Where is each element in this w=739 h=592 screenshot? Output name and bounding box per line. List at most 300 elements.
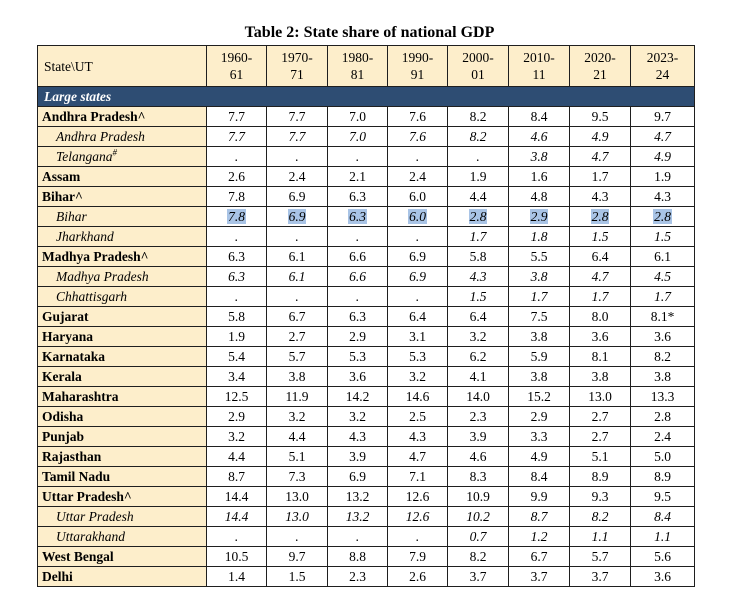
value-text: 9.7 xyxy=(288,548,306,564)
value-text: 6.2 xyxy=(469,348,487,364)
value-text: . xyxy=(355,228,360,244)
value-text: . xyxy=(295,228,299,244)
value-text: 5.7 xyxy=(288,348,306,364)
value-text: 7.0 xyxy=(349,128,366,144)
sub-state-row xyxy=(38,147,695,167)
value-cell xyxy=(631,247,695,267)
value-cell xyxy=(207,367,267,387)
value-text: 3.8 xyxy=(654,368,671,384)
value-text: 1.9 xyxy=(469,168,487,184)
value-text: 14.0 xyxy=(466,388,490,404)
value-cell xyxy=(267,487,328,507)
value-text: 4.6 xyxy=(469,448,487,464)
value-cell xyxy=(509,387,570,407)
state-name xyxy=(38,127,207,147)
value-text: . xyxy=(415,148,420,164)
value-text: 12.5 xyxy=(224,388,249,404)
value-text: . xyxy=(476,148,480,164)
table-body xyxy=(38,87,695,587)
state-row xyxy=(38,327,695,347)
value-text: 2.4 xyxy=(409,168,426,184)
value-cell xyxy=(328,167,388,187)
value-text: 7.6 xyxy=(409,108,426,124)
value-text: 6.1 xyxy=(654,248,671,264)
value-cell xyxy=(267,407,328,427)
value-cell xyxy=(207,487,267,507)
value-cell xyxy=(570,387,631,407)
value-cell xyxy=(570,127,631,147)
state-name xyxy=(38,527,207,547)
value-text: 6.7 xyxy=(288,308,306,324)
value-text: 4.4 xyxy=(228,448,245,464)
value-cell xyxy=(328,267,388,287)
state-name-text: Assam xyxy=(42,168,81,184)
value-cell xyxy=(631,567,695,587)
value-cell xyxy=(328,347,388,367)
value-text: 14.6 xyxy=(405,388,430,404)
value-cell xyxy=(207,167,267,187)
value-text: 8.4 xyxy=(654,508,671,524)
value-text: 1.5 xyxy=(591,228,609,244)
value-text: 8.2 xyxy=(469,548,487,564)
value-cell xyxy=(328,187,388,207)
value-text: 1.7 xyxy=(654,288,671,304)
value-text: 3.8 xyxy=(530,148,548,164)
value-cell xyxy=(207,467,267,487)
value-cell xyxy=(631,367,695,387)
value-cell xyxy=(267,347,328,367)
state-name-text: Delhi xyxy=(42,568,73,584)
value-text: 1.9 xyxy=(228,328,245,344)
value-text: 1.1 xyxy=(654,528,671,544)
value-text: 4.9 xyxy=(654,148,671,164)
value-text: 10.2 xyxy=(466,508,490,524)
value-cell xyxy=(388,127,448,147)
value-text: 1.7 xyxy=(591,168,609,184)
value-cell xyxy=(388,247,448,267)
value-cell xyxy=(267,567,328,587)
value-cell xyxy=(388,367,448,387)
value-text: . xyxy=(295,148,299,164)
value-cell xyxy=(448,447,509,467)
value-text: 5.3 xyxy=(409,348,426,364)
value-text: 12.6 xyxy=(405,488,430,504)
value-cell xyxy=(570,167,631,187)
value-text: 13.2 xyxy=(345,508,370,524)
value-text: 5.4 xyxy=(228,348,245,364)
value-cell xyxy=(631,427,695,447)
value-text: 3.2 xyxy=(409,368,426,384)
value-cell xyxy=(388,307,448,327)
value-text: 5.0 xyxy=(654,448,671,464)
sub-state-row xyxy=(38,207,695,227)
value-cell xyxy=(328,547,388,567)
value-text: 6.9 xyxy=(288,208,306,224)
value-text: 2.6 xyxy=(409,568,426,584)
value-cell xyxy=(267,107,328,127)
state-name xyxy=(38,407,207,427)
value-cell xyxy=(328,307,388,327)
value-cell xyxy=(509,367,570,387)
state-name-text: Telangana xyxy=(56,148,113,164)
value-cell xyxy=(631,467,695,487)
value-text: 7.0 xyxy=(349,108,366,124)
state-name xyxy=(38,167,207,187)
value-cell xyxy=(631,167,695,187)
value-cell xyxy=(570,107,631,127)
value-text: 3.8 xyxy=(530,328,548,344)
value-text: 5.1 xyxy=(591,448,609,464)
value-text: 2.3 xyxy=(469,408,487,424)
state-row xyxy=(38,387,695,407)
value-cell xyxy=(328,567,388,587)
value-text: 13.0 xyxy=(285,508,309,524)
value-cell xyxy=(570,427,631,447)
value-cell xyxy=(448,527,509,547)
value-cell xyxy=(448,307,509,327)
value-text: 6.4 xyxy=(591,248,609,264)
value-text: 7.7 xyxy=(288,128,306,144)
value-cell xyxy=(509,267,570,287)
value-text: 8.2 xyxy=(469,128,487,144)
value-cell xyxy=(328,507,388,527)
value-cell xyxy=(570,207,631,227)
state-name-text: Andhra Pradesh^ xyxy=(42,108,146,124)
value-cell xyxy=(267,167,328,187)
value-cell xyxy=(328,487,388,507)
state-name xyxy=(38,327,207,347)
value-cell xyxy=(631,507,695,527)
value-text: 11.9 xyxy=(285,388,309,404)
value-text: 1.8 xyxy=(530,228,548,244)
state-name-text: Punjab xyxy=(42,428,85,444)
state-row xyxy=(38,547,695,567)
value-text: 2.3 xyxy=(349,568,366,584)
value-cell xyxy=(509,527,570,547)
state-name xyxy=(38,367,207,387)
value-cell xyxy=(570,567,631,587)
value-cell xyxy=(388,107,448,127)
value-text: 1.7 xyxy=(469,228,487,244)
value-text: 8.8 xyxy=(349,548,366,564)
value-cell xyxy=(267,447,328,467)
value-text: 4.7 xyxy=(591,268,609,284)
value-text: 7.7 xyxy=(228,128,245,144)
value-cell xyxy=(509,247,570,267)
value-text: 8.7 xyxy=(530,508,548,524)
value-text: 6.9 xyxy=(409,248,426,264)
value-cell xyxy=(570,467,631,487)
value-cell xyxy=(631,207,695,227)
value-cell xyxy=(388,427,448,447)
value-text: 2.7 xyxy=(288,328,306,344)
state-row xyxy=(38,447,695,467)
value-text: 7.1 xyxy=(409,468,426,484)
value-text: 1.7 xyxy=(591,288,609,304)
value-text: 14.4 xyxy=(224,488,249,504)
value-text: 3.7 xyxy=(591,568,609,584)
value-text: 3.8 xyxy=(530,268,548,284)
value-cell xyxy=(267,267,328,287)
value-text: 4.3 xyxy=(469,268,487,284)
value-text: 3.6 xyxy=(349,368,366,384)
value-cell xyxy=(509,427,570,447)
value-text: 4.3 xyxy=(409,428,426,444)
value-cell xyxy=(267,147,328,167)
value-cell xyxy=(388,407,448,427)
value-text: 9.5 xyxy=(654,488,671,504)
value-text: . xyxy=(355,528,360,544)
value-text: 4.3 xyxy=(654,188,671,204)
sub-state-row xyxy=(38,287,695,307)
value-cell xyxy=(570,327,631,347)
value-text: 4.9 xyxy=(591,128,609,144)
value-cell xyxy=(207,427,267,447)
value-cell xyxy=(448,267,509,287)
value-cell xyxy=(570,487,631,507)
state-name xyxy=(38,467,207,487)
value-text: 6.3 xyxy=(349,188,366,204)
value-text: 2.1 xyxy=(349,168,366,184)
value-cell xyxy=(207,127,267,147)
value-cell xyxy=(570,527,631,547)
value-text: 8.0 xyxy=(591,308,609,324)
state-row xyxy=(38,467,695,487)
value-cell xyxy=(207,187,267,207)
value-cell xyxy=(631,307,695,327)
value-text: 6.3 xyxy=(228,268,245,284)
value-text: 0.7 xyxy=(469,528,487,544)
value-text: 3.9 xyxy=(469,428,487,444)
value-text: 3.9 xyxy=(349,448,366,464)
value-text: 3.2 xyxy=(288,408,306,424)
state-name-text: Jharkhand xyxy=(56,228,114,244)
value-cell xyxy=(267,507,328,527)
state-row xyxy=(38,247,695,267)
state-name xyxy=(38,227,207,247)
state-name-text: Andhra Pradesh xyxy=(56,128,145,144)
value-text: 4.1 xyxy=(469,368,487,384)
value-cell xyxy=(570,547,631,567)
value-cell xyxy=(509,567,570,587)
corner-header: State\UT xyxy=(38,46,207,87)
value-text: 2.8 xyxy=(654,208,671,224)
value-text: 5.8 xyxy=(469,248,487,264)
value-text: 3.1 xyxy=(409,328,426,344)
value-text: 2.7 xyxy=(591,428,609,444)
value-cell xyxy=(509,447,570,467)
value-text: 13.3 xyxy=(650,388,675,404)
state-row xyxy=(38,347,695,367)
state-name xyxy=(38,547,207,567)
section-row xyxy=(38,87,695,107)
value-cell xyxy=(328,467,388,487)
value-cell xyxy=(631,267,695,287)
value-cell xyxy=(207,407,267,427)
value-cell xyxy=(267,247,328,267)
value-cell xyxy=(448,147,509,167)
value-cell xyxy=(388,527,448,547)
value-text: . xyxy=(415,288,420,304)
value-text: 6.9 xyxy=(288,188,306,204)
value-cell xyxy=(509,167,570,187)
value-cell xyxy=(509,187,570,207)
value-text: 9.9 xyxy=(530,488,548,504)
value-text: . xyxy=(234,288,239,304)
value-text: 2.9 xyxy=(349,328,366,344)
state-name xyxy=(38,487,207,507)
value-cell xyxy=(631,547,695,567)
value-text: 8.4 xyxy=(530,468,548,484)
value-text: 4.5 xyxy=(654,268,671,284)
value-cell xyxy=(388,187,448,207)
state-name xyxy=(38,247,207,267)
value-cell xyxy=(388,487,448,507)
value-cell xyxy=(328,327,388,347)
value-cell xyxy=(570,187,631,207)
value-cell xyxy=(448,507,509,527)
value-cell xyxy=(207,447,267,467)
value-cell xyxy=(207,307,267,327)
state-row xyxy=(38,307,695,327)
value-text: 6.3 xyxy=(228,248,245,264)
section-label: Large states xyxy=(38,87,695,107)
value-cell xyxy=(207,247,267,267)
value-text: 10.9 xyxy=(466,488,490,504)
column-header: 2023- 24 xyxy=(631,46,695,87)
value-text: 4.7 xyxy=(654,128,671,144)
value-text: 3.8 xyxy=(288,368,306,384)
column-header: 2010- 11 xyxy=(509,46,570,87)
value-cell xyxy=(328,407,388,427)
value-text: 3.6 xyxy=(654,568,671,584)
value-text: 1.1 xyxy=(591,528,609,544)
value-text: 2.8 xyxy=(654,408,671,424)
value-text: 8.4 xyxy=(530,108,548,124)
value-cell xyxy=(509,207,570,227)
value-cell xyxy=(388,287,448,307)
value-cell xyxy=(207,567,267,587)
value-cell xyxy=(570,267,631,287)
value-text: 3.6 xyxy=(591,328,609,344)
value-text: . xyxy=(355,148,360,164)
value-cell xyxy=(207,227,267,247)
value-cell xyxy=(328,227,388,247)
value-text: . xyxy=(355,288,360,304)
value-cell xyxy=(570,287,631,307)
value-text: 6.7 xyxy=(530,548,548,564)
value-text: 7.8 xyxy=(228,188,245,204)
value-text: 3.2 xyxy=(228,428,245,444)
value-text: 1.6 xyxy=(530,168,548,184)
value-text: 12.6 xyxy=(405,508,430,524)
value-cell xyxy=(570,407,631,427)
value-cell xyxy=(267,287,328,307)
value-text: . xyxy=(295,528,299,544)
value-cell xyxy=(631,187,695,207)
state-name xyxy=(38,387,207,407)
value-cell xyxy=(509,467,570,487)
value-cell xyxy=(328,107,388,127)
value-text: 7.9 xyxy=(409,548,426,564)
value-cell xyxy=(328,127,388,147)
state-name xyxy=(38,207,207,227)
value-text: . xyxy=(415,528,420,544)
value-text: 6.6 xyxy=(349,268,366,284)
value-cell xyxy=(267,427,328,447)
value-cell xyxy=(267,467,328,487)
column-header: 1970- 71 xyxy=(267,46,328,87)
value-text: 7.7 xyxy=(288,108,306,124)
value-cell xyxy=(207,507,267,527)
value-cell xyxy=(509,327,570,347)
state-name-text: Kerala xyxy=(42,368,82,384)
value-cell xyxy=(631,287,695,307)
sub-state-row xyxy=(38,527,695,547)
value-text: 2.9 xyxy=(530,208,548,224)
value-cell xyxy=(570,247,631,267)
value-text: 14.4 xyxy=(224,508,249,524)
column-header: 2020- 21 xyxy=(570,46,631,87)
value-cell xyxy=(509,547,570,567)
value-text: . xyxy=(295,288,299,304)
value-text: 4.8 xyxy=(530,188,548,204)
value-text: 5.6 xyxy=(654,548,671,564)
value-cell xyxy=(509,487,570,507)
value-text: 6.3 xyxy=(349,208,366,224)
state-name-text: Maharashtra xyxy=(42,388,119,404)
value-text: 8.1* xyxy=(650,308,675,324)
value-cell xyxy=(388,387,448,407)
value-cell xyxy=(570,147,631,167)
value-cell xyxy=(631,327,695,347)
value-cell xyxy=(388,567,448,587)
gdp-share-table xyxy=(37,45,695,587)
value-text: 4.7 xyxy=(409,448,426,464)
value-cell xyxy=(328,287,388,307)
value-text: 1.5 xyxy=(654,228,671,244)
state-name-text: Madhya Pradesh^ xyxy=(42,248,149,264)
value-text: 4.6 xyxy=(530,128,548,144)
value-text: 7.6 xyxy=(409,128,426,144)
value-cell xyxy=(631,487,695,507)
value-cell xyxy=(388,347,448,367)
value-cell xyxy=(328,447,388,467)
value-text: 9.3 xyxy=(591,488,609,504)
value-cell xyxy=(267,307,328,327)
value-text: 1.7 xyxy=(530,288,548,304)
value-text: 2.8 xyxy=(591,208,609,224)
value-cell xyxy=(570,347,631,367)
value-cell xyxy=(448,427,509,447)
value-cell xyxy=(207,107,267,127)
value-text: 9.5 xyxy=(591,108,609,124)
state-name xyxy=(38,427,207,447)
value-text: 10.5 xyxy=(224,548,249,564)
state-name-text: Uttar Pradesh^ xyxy=(42,488,132,504)
value-text: 3.7 xyxy=(469,568,487,584)
state-name-text: Odisha xyxy=(42,408,84,424)
value-text: . xyxy=(234,148,239,164)
value-text: 6.0 xyxy=(409,188,426,204)
value-text: 2.7 xyxy=(591,408,609,424)
value-text: 7.5 xyxy=(530,308,548,324)
value-text: 5.3 xyxy=(349,348,366,364)
state-row xyxy=(38,487,695,507)
value-text: 13.0 xyxy=(588,388,612,404)
value-cell xyxy=(388,147,448,167)
state-name xyxy=(38,107,207,127)
